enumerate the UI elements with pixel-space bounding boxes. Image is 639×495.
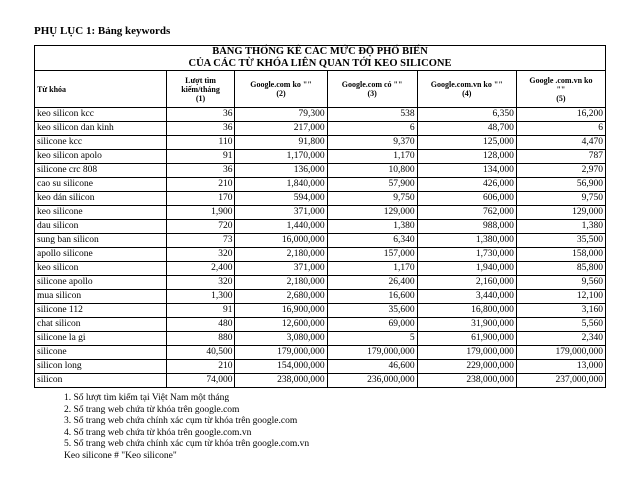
table-row	[35, 164, 606, 178]
cell-google-com-exact: 16,600	[327, 290, 417, 304]
cell-google-vn-broad: 179,000,000	[417, 346, 516, 360]
cell-google-vn-broad: 48,700	[417, 122, 516, 136]
cell-google-com-broad: 217,000	[235, 122, 327, 136]
cell-monthly-searches: 320	[166, 248, 235, 262]
keyword-stats-table	[34, 45, 606, 388]
cell-google-vn-broad: 229,000,000	[417, 360, 516, 374]
cell-google-com-broad: 1,440,000	[235, 220, 327, 234]
cell-google-com-broad: 179,000,000	[235, 346, 327, 360]
cell-keyword: keo silicon dan kinh	[35, 122, 167, 136]
table-caption-line-1: BẢNG THỐNG KÊ CÁC MỨC ĐỘ PHỔ BIẾN	[212, 46, 428, 57]
cell-monthly-searches: 320	[166, 276, 235, 290]
table-row	[35, 360, 606, 374]
cell-google-com-broad: 2,680,000	[235, 290, 327, 304]
header-monthly-searches-line-3: (1)	[195, 93, 206, 103]
cell-google-com-exact: 236,000,000	[327, 374, 417, 388]
cell-google-vn-exact: 787	[516, 150, 605, 164]
cell-google-vn-exact: 158,000	[516, 248, 605, 262]
header-monthly-searches-line-1: Lượt tìm	[185, 75, 216, 85]
table-row	[35, 220, 606, 234]
cell-google-vn-exact: 179,000,000	[516, 346, 605, 360]
cell-google-com-exact: 1,380	[327, 220, 417, 234]
cell-google-vn-exact: 12,100	[516, 290, 605, 304]
header-google-com-broad-line-2: (2)	[276, 89, 286, 98]
footnote-line: Keo silicone # "Keo silicone"	[64, 450, 177, 461]
footnote-line: 2. Số trang web chứa từ khóa trên google.com	[64, 404, 240, 415]
header-google-vn-exact-line-1: Google .com.vn ko	[529, 75, 593, 85]
cell-google-vn-exact: 5,560	[516, 318, 605, 332]
cell-monthly-searches: 2,400	[166, 262, 235, 276]
cell-keyword: silicone la gi	[35, 332, 167, 346]
cell-monthly-searches: 73	[166, 234, 235, 248]
table-row	[35, 122, 606, 136]
cell-google-com-exact: 10,800	[327, 164, 417, 178]
table-row	[35, 206, 606, 220]
cell-keyword: silicon	[35, 374, 167, 388]
header-google-com-exact-line-2: (3)	[367, 89, 377, 98]
table-row	[35, 248, 606, 262]
header-google-vn-broad	[417, 71, 516, 108]
cell-google-com-broad: 238,000,000	[235, 374, 327, 388]
cell-google-com-exact: 69,000	[327, 318, 417, 332]
cell-keyword: silicone apollo	[35, 276, 167, 290]
cell-keyword: dau silicon	[35, 220, 167, 234]
cell-google-com-broad: 79,300	[235, 108, 327, 122]
cell-google-com-exact: 5	[327, 332, 417, 346]
cell-google-com-exact: 157,000	[327, 248, 417, 262]
footnotes	[64, 393, 309, 462]
cell-google-com-broad: 16,900,000	[235, 304, 327, 318]
table-row	[35, 108, 606, 122]
cell-keyword: cao su silicone	[35, 178, 167, 192]
cell-keyword: keo silicone	[35, 206, 167, 220]
cell-google-com-broad: 2,180,000	[235, 248, 327, 262]
cell-google-com-broad: 16,000,000	[235, 234, 327, 248]
table-row	[35, 304, 606, 318]
cell-google-vn-exact: 6	[516, 122, 605, 136]
cell-google-vn-exact: 2,340	[516, 332, 605, 346]
cell-google-vn-exact: 3,160	[516, 304, 605, 318]
table-row	[35, 150, 606, 164]
cell-google-com-broad: 12,600,000	[235, 318, 327, 332]
cell-google-vn-exact: 16,200	[516, 108, 605, 122]
appendix-title: PHỤ LỤC 1: Bảng keywords	[34, 25, 171, 37]
cell-google-com-exact: 9,370	[327, 136, 417, 150]
cell-google-com-exact: 26,400	[327, 276, 417, 290]
header-google-vn-broad-line-1: Google.com.vn ko ""	[430, 80, 503, 89]
table-row	[35, 290, 606, 304]
cell-google-vn-broad: 238,000,000	[417, 374, 516, 388]
cell-google-vn-broad: 31,900,000	[417, 318, 516, 332]
cell-monthly-searches: 170	[166, 192, 235, 206]
table-row	[35, 318, 606, 332]
header-google-com-exact	[327, 71, 417, 108]
cell-google-vn-broad: 426,000	[417, 178, 516, 192]
cell-monthly-searches: 36	[166, 108, 235, 122]
header-google-vn-broad-line-2: (4)	[462, 89, 472, 98]
cell-keyword: silicone	[35, 346, 167, 360]
cell-monthly-searches: 480	[166, 318, 235, 332]
table-row	[35, 262, 606, 276]
cell-keyword: keo silicon kcc	[35, 108, 167, 122]
header-google-com-broad-line-1: Google.com ko ""	[250, 80, 312, 89]
cell-google-com-broad: 154,000,000	[235, 360, 327, 374]
cell-google-com-broad: 136,000	[235, 164, 327, 178]
cell-keyword: silicone crc 808	[35, 164, 167, 178]
cell-google-com-exact: 538	[327, 108, 417, 122]
table-row	[35, 374, 606, 388]
cell-keyword: apollo silicone	[35, 248, 167, 262]
cell-keyword: mua silicon	[35, 290, 167, 304]
table-row	[35, 332, 606, 346]
table-caption	[35, 46, 606, 71]
cell-google-vn-broad: 128,000	[417, 150, 516, 164]
cell-google-vn-exact: 9,750	[516, 192, 605, 206]
cell-google-com-exact: 9,750	[327, 192, 417, 206]
cell-monthly-searches: 40,500	[166, 346, 235, 360]
cell-monthly-searches: 36	[166, 122, 235, 136]
cell-google-vn-exact: 13,000	[516, 360, 605, 374]
cell-monthly-searches: 210	[166, 178, 235, 192]
cell-google-com-exact: 57,900	[327, 178, 417, 192]
cell-google-com-broad: 3,080,000	[235, 332, 327, 346]
cell-google-vn-exact: 129,000	[516, 206, 605, 220]
footnote-line: 4. Số trang web chứa từ khóa trên google.com.vn	[64, 427, 252, 438]
cell-google-com-exact: 1,170	[327, 150, 417, 164]
cell-google-com-broad: 594,000	[235, 192, 327, 206]
cell-keyword: keo silicon apolo	[35, 150, 167, 164]
cell-google-vn-broad: 606,000	[417, 192, 516, 206]
cell-google-vn-broad: 16,800,000	[417, 304, 516, 318]
cell-monthly-searches: 110	[166, 136, 235, 150]
cell-google-com-exact: 129,000	[327, 206, 417, 220]
cell-google-com-broad: 1,170,000	[235, 150, 327, 164]
table-row	[35, 136, 606, 150]
header-keyword: Từ khóa	[35, 71, 167, 108]
cell-google-vn-exact: 1,380	[516, 220, 605, 234]
table-row	[35, 178, 606, 192]
cell-google-com-broad: 2,180,000	[235, 276, 327, 290]
cell-monthly-searches: 720	[166, 220, 235, 234]
footnote-line: 5. Số trang web chứa chính xác cụm từ khóa trên google.com.vn	[64, 439, 310, 449]
header-monthly-searches-line-2: kiếm/tháng	[181, 84, 220, 94]
cell-google-vn-exact: 4,470	[516, 136, 605, 150]
footnote-line: 1. Số lượt tìm kiếm tại Việt Nam một tháng	[64, 393, 230, 403]
cell-monthly-searches: 36	[166, 164, 235, 178]
cell-keyword: sung ban silicon	[35, 234, 167, 248]
cell-keyword: keo dán silicon	[35, 192, 167, 206]
cell-monthly-searches: 880	[166, 332, 235, 346]
cell-keyword: silicone kcc	[35, 136, 167, 150]
table-row	[35, 276, 606, 290]
cell-google-com-exact: 6	[327, 122, 417, 136]
table-row	[35, 192, 606, 206]
cell-google-vn-broad: 134,000	[417, 164, 516, 178]
cell-google-vn-broad: 3,440,000	[417, 290, 516, 304]
cell-google-com-broad: 1,840,000	[235, 178, 327, 192]
cell-google-vn-broad: 1,940,000	[417, 262, 516, 276]
cell-monthly-searches: 74,000	[166, 374, 235, 388]
header-google-vn-exact-line-3: (5)	[556, 93, 566, 103]
cell-keyword: silicon long	[35, 360, 167, 374]
table-body	[35, 108, 606, 388]
cell-google-vn-exact: 56,900	[516, 178, 605, 192]
cell-google-vn-broad: 2,160,000	[417, 276, 516, 290]
cell-google-vn-broad: 125,000	[417, 136, 516, 150]
cell-monthly-searches: 1,300	[166, 290, 235, 304]
cell-google-vn-broad: 762,000	[417, 206, 516, 220]
cell-google-com-broad: 371,000	[235, 262, 327, 276]
header-google-com-broad	[235, 71, 327, 108]
cell-keyword: keo silicon	[35, 262, 167, 276]
cell-google-vn-exact: 85,800	[516, 262, 605, 276]
cell-keyword: chat silicon	[35, 318, 167, 332]
table-caption-line-2: CỦA CÁC TỪ KHÓA LIÊN QUAN TỚI KEO SILICONE	[188, 58, 452, 69]
cell-google-com-broad: 91,800	[235, 136, 327, 150]
cell-google-vn-broad: 61,900,000	[417, 332, 516, 346]
cell-monthly-searches: 1,900	[166, 206, 235, 220]
table-header-row	[35, 71, 606, 108]
table-row	[35, 346, 606, 360]
cell-google-com-exact: 46,600	[327, 360, 417, 374]
cell-google-vn-broad: 6,350	[417, 108, 516, 122]
cell-google-com-exact: 35,600	[327, 304, 417, 318]
footnote-line: 3. Số trang web chứa chính xác cụm từ khóa trên google.com	[64, 416, 298, 426]
cell-google-vn-broad: 1,730,000	[417, 248, 516, 262]
cell-keyword: silicone 112	[35, 304, 167, 318]
cell-monthly-searches: 91	[166, 150, 235, 164]
cell-google-com-exact: 179,000,000	[327, 346, 417, 360]
table-row	[35, 234, 606, 248]
header-google-com-exact-line-1: Google.com có ""	[341, 80, 403, 89]
cell-google-vn-exact: 9,560	[516, 276, 605, 290]
cell-google-com-exact: 1,170	[327, 262, 417, 276]
cell-google-vn-broad: 988,000	[417, 220, 516, 234]
cell-google-com-exact: 6,340	[327, 234, 417, 248]
cell-monthly-searches: 210	[166, 360, 235, 374]
cell-google-vn-exact: 237,000,000	[516, 374, 605, 388]
cell-monthly-searches: 91	[166, 304, 235, 318]
header-google-vn-exact	[516, 71, 605, 108]
header-google-vn-exact-line-2: ""	[556, 84, 566, 94]
cell-google-vn-exact: 35,500	[516, 234, 605, 248]
cell-google-vn-broad: 1,380,000	[417, 234, 516, 248]
cell-google-com-broad: 371,000	[235, 206, 327, 220]
cell-google-vn-exact: 2,970	[516, 164, 605, 178]
header-monthly-searches	[166, 71, 235, 108]
